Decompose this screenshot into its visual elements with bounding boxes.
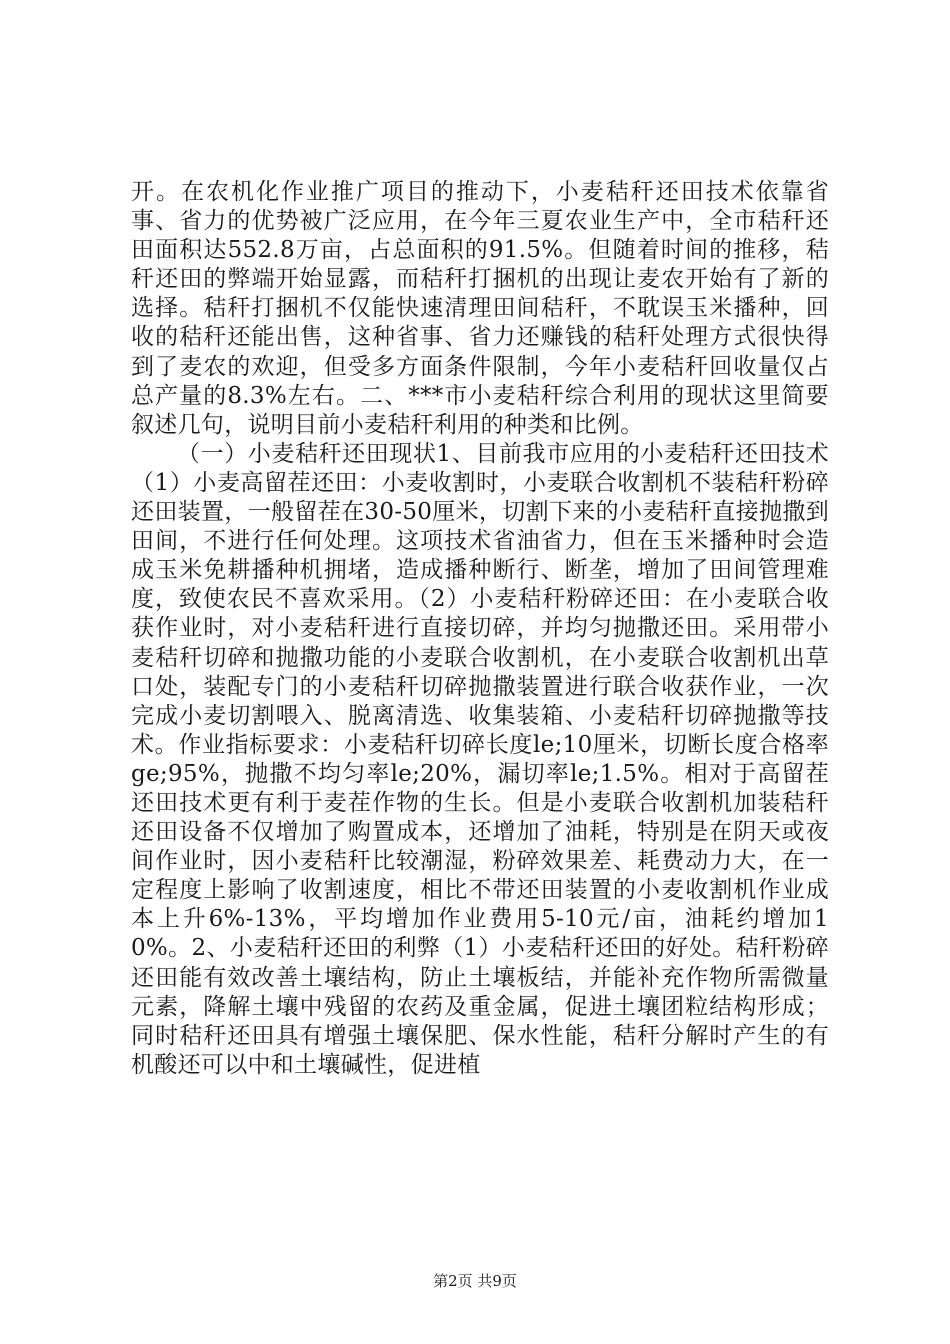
page-footer: 第2页 共9页 xyxy=(433,1272,517,1290)
body-text xyxy=(131,178,829,1080)
paragraph-2: （一）小麦秸秆还田现状1、目前我市应用的小麦秸秆还田技术（1）小麦高留茬还田：小麦收割时，小麦联合收割机不装秸秆粉碎还田装置，一般留茬在30-50厘米，切割下来的小麦秸秆直接抛撒到田间，不进行任何处理。这项技术省油省力，但在玉米播种时会造成玉米免耕播种机拥堵，造成播种断行、断垄，增加了田间管理难度，致使农民不喜欢采用。（2）小麦秸秆粉碎还田：在小麦联合收获作业时，对小麦秸秆进行直接切碎，并均匀抛撒还田。采用带小麦秸秆切碎和抛撒功能的小麦联合收割机，在小麦联合收割机出草口处，装配专门的小麦秸秆切碎抛撒装置进行联合收获作业，一次完成小麦切割喂入、脱离清选、收集装箱、小麦秸秆切碎抛撒等技术。作业指标要求：小麦秸秆切碎长度le;10厘米，切断长度合格率ge;95%，抛撒不均匀率le;20%，漏切率le;1.5%。相对于高留茬还田技术更有利于麦茬作物的生长。但是小麦联合收割机加装秸秆还田设备不仅增加了购置成本，还增加了油耗，特别是在阴天或夜间作业时，因小麦秸秆比较潮湿，粉碎效果差、耗费动力大，在一定程度上影响了收割速度，相比不带还田装置的小麦收割机作业成本上升6%-13%，平均增加作业费用5-10元/亩，油耗约增加10%。2、小麦秸秆还田的利弊（1）小麦秸秆还田的好处。秸秆粉碎还田能有效改善土壤结构，防止土壤板结，并能补充作物所需微量元素，降解土壤中残留的农药及重金属，促进土壤团粒结构形成；同时秸秆还田具有增强土壤保肥、保水性能，秸秆分解时产生的有机酸还可以中和土壤碱性，促进植 xyxy=(131,440,829,1078)
paragraph-1: 开。在农机化作业推广项目的推动下，小麦秸秆还田技术依靠省事、省力的优势被广泛应用，在今年三夏农业生产中，全市秸秆还田面积达552.8万亩，占总面积的91.5%。但随着时间的推移，秸秆还田的弊端开始显露，而秸秆打捆机的出现让麦农开始有了新的选择。秸秆打捆机不仅能快速清理田间秸秆，不耽误玉米播种，回收的秸秆还能出售，这种省事、省力还赚钱的秸秆处理方式很快得到了麦农的欢迎，但受多方面条件限制，今年小麦秸秆回收量仅占总产量的8.3%左右。二、***市小麦秸秆综合利用的现状这里简要叙述几句，说明目前小麦秸秆利用的种类和比例。 xyxy=(131,179,829,438)
